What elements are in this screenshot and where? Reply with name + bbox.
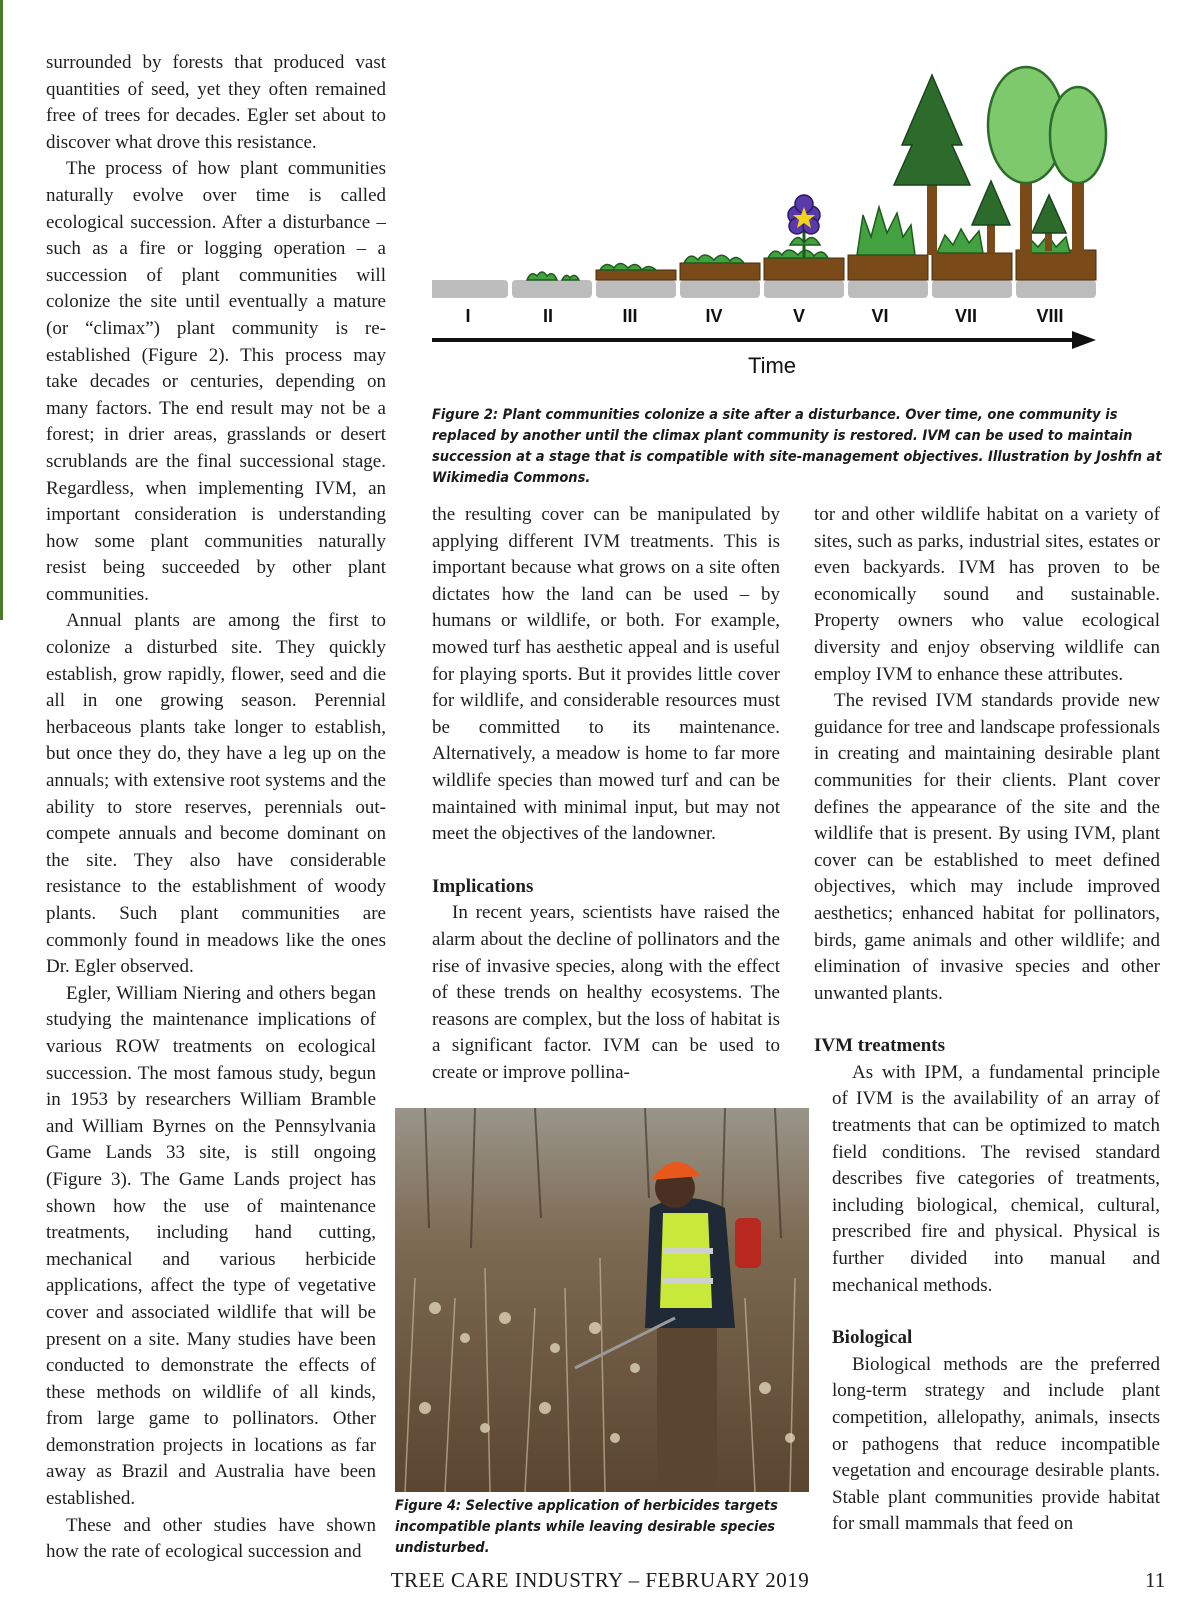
column-left: [46, 50, 386, 1566]
ground-slabs: [432, 280, 1096, 298]
section-heading: IVM treatments: [814, 1035, 946, 1057]
page-footer: TREE CARE INDUSTRY – FEBRUARY 2019: [390, 1568, 810, 1592]
ground-slab-8: [1016, 280, 1096, 298]
paragraph: Biological methods are the preferred long-term strategy and include plant competition, allelopathy, animals, insects or pathogens that reduce incompatible vegetation and encourage desirable plants. Stable plant communities provide habitat for small mammals that feed on: [832, 1353, 1160, 1535]
stage-label: IV: [705, 306, 723, 326]
column-right: [814, 502, 1160, 1538]
paragraph: Annual plants are among the first to colonize a disturbed site. They quickly establish, grow rapidly, flower, seed and die all in one growing season. Perennial herbaceous plants take longer to establish, but once they do, they have a leg up on the annuals; with extensive root systems and the ability to store reserves, perennials out-compete annuals and become dominant on the site. They also have considerable resistance to the establishment of woody plants. Such plant communities are commonly found in meadows like the ones Dr. Egler observed.: [46, 610, 386, 978]
time-arrow-head: [1072, 331, 1096, 349]
paragraph: These and other studies have shown how the rate of ecological succession and: [46, 1514, 376, 1563]
stage-label: III: [622, 306, 638, 326]
stage-label: I: [465, 306, 471, 326]
paragraph: The revised IVM standards provide new guidance for tree and landscape professionals in creating and maintaining desirable plant communities for their clients. Plant cover defines the appearance of the site and the wildlife that is present. By using IVM, plant cover can be established to meet defined objectives, which may include improved aesthetics; enhanced habitat for pollinators, birds, game animals and other wildlife; and elimination of invasive species and other unwanted plants.: [814, 690, 1160, 1004]
ground-slab-7: [932, 280, 1012, 298]
stage-labels: [465, 306, 1063, 326]
flower: [788, 195, 820, 258]
stage-label: V: [792, 306, 806, 326]
paragraph: Egler, William Niering and others began studying the maintenance implications of various ROW treatments on ecological succession. The most famous study, begun in 1953 by researchers William Bramble and William Byrnes on the Pennsylvania Game Lands 33 site, is still ongoing (Figure 3). The Game Lands project has shown how the use of maintenance treatments, including hand cutting, mechanical and various herbicide applications, affect the type of vegetative cover and associated wildlife that will be present on a site. Many studies have been conducted to demonstrate the effects of these methods on wildlife of all kinds, from large game to pollinators. Other demonstration projects in locations as far away as Brazil and Australia have been established.: [46, 982, 376, 1510]
figure-4-caption: Figure 4: Selective application of herbicides targets incompatible plants while leaving desirable species undisturbed.: [395, 1498, 778, 1556]
ground-slab-1: [432, 280, 508, 298]
paragraph: The process of how plant communities naturally evolve over time is called ecological succession. After a disturbance – such as a fire or logging operation – a succession of plant communities will colonize the site until eventually a mature (or “climax”) plant community is re-established (Figure 2). This process may take decades or centuries, depending on many factors. The end result may not be a forest; in drier areas, grasslands or desert scrublands are the final successional stage. Regardless, when implementing IVM, an important consideration is understanding how some plant communities naturally resist being succeeded by other plant communities.: [46, 158, 386, 605]
paragraph: tor and other wildlife habitat on a variety of sites, such as parks, industrial sites, estates or even backyards. IVM has proven to be economically sound and sustainable. Property owners who value ecological diversity and enjoy observing wildlife can employ IVM to enhance these attributes.: [814, 504, 1160, 685]
paragraph: surrounded by forests that produced vast quantities of seed, yet they often remained free of trees for decades. Egler set about to discover what drove this resistance.: [46, 52, 386, 153]
ground-slab-2: [512, 280, 592, 298]
section-heading: Biological: [832, 1327, 913, 1349]
ground-slab-5: [764, 280, 844, 298]
stage-label: VII: [954, 306, 978, 326]
paragraph: In recent years, scientists have raised the alarm about the decline of pollinators and the rise of invasive species, along with the effect of these trends on healthy ecosystems. The reasons are complex, but the loss of habitat is a significant factor. IVM can be used to create or improve pollina-: [432, 902, 780, 1083]
stage-label: VIII: [1036, 306, 1064, 326]
section-heading: Implications: [432, 875, 534, 897]
field-worker-illustration: [395, 1108, 809, 1492]
paragraph: the resulting cover can be manipulated by applying different IVM treatments. This is important because what grows on a site often dictates how the land can be used – by humans or wildlife, or both. For example, mowed turf has aesthetic appeal and is useful for playing sports. But it provides little cover for wildlife, and considerable resources must be committed to its maintenance. Alternatively, a meadow is home to far more wildlife species than mowed turf and can be maintained with minimal input, but may not meet the objectives of the landowner.: [432, 504, 780, 845]
ground-slab-6: [848, 280, 928, 298]
succession-figure: [432, 55, 1164, 400]
figure-4-photo: [395, 1108, 809, 1492]
ground-slab-3: [596, 280, 676, 298]
paragraph: As with IPM, a fundamental principle of IVM is the availability of an array of treatments that can be optimized to match field conditions. The revised standard describes five categories of treatments, including biological, chemical, cultural, prescribed fire and physical. Physical is further divided into manual and mechanical methods.: [832, 1061, 1160, 1296]
page-number: 11: [1145, 1568, 1166, 1592]
page-edge-strip: [0, 0, 3, 620]
figure-2-caption: Figure 2: Plant communities colonize a site after a disturbance. Over time, one community is replaced by another until the climax plant community is restored. IVM can be used to maintain succession at a stage that is compatible with site-management objectives. Illustration by Joshfn at Wikimedia Commons.: [432, 407, 1162, 486]
stage-label: VI: [871, 306, 889, 326]
stage-label: II: [542, 306, 554, 326]
ground-slab-4: [680, 280, 760, 298]
time-axis-label: Time: [747, 353, 797, 378]
column-middle: [432, 502, 780, 1086]
